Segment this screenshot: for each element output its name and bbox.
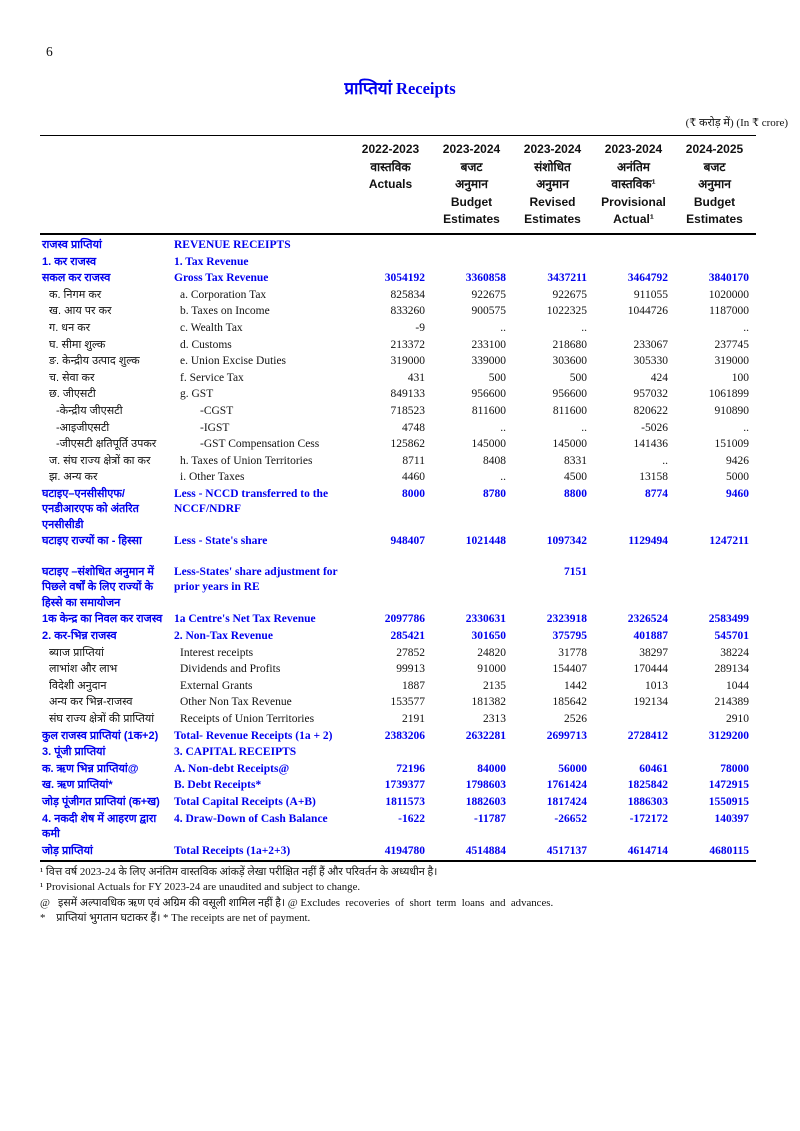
value-cell: 1472915	[708, 779, 749, 792]
value-cell: 922675	[471, 288, 506, 301]
value-cell	[350, 565, 431, 611]
table-row	[40, 337, 756, 354]
table-row	[40, 453, 756, 470]
value-cell: 957032	[633, 388, 668, 401]
english-label: Dividends and Profits	[180, 663, 281, 676]
value-cell: ..	[581, 421, 587, 434]
hindi-label: घटाइए–एनसीसीएफ/ एनडीआरएफ को अंतरित एनसीसीडी	[42, 488, 139, 531]
table-row	[40, 645, 756, 662]
hindi-label: झ. अन्य कर	[49, 471, 98, 484]
value-cell: 8774	[645, 488, 668, 500]
english-label: e. Union Excise Duties	[180, 355, 287, 368]
value-cell	[350, 255, 431, 270]
table-body	[40, 235, 756, 860]
english-label: Less-States' share adjustment for prior years in RE	[174, 566, 338, 594]
value-cell: -11787	[474, 812, 506, 825]
value-cell: 911055	[633, 288, 668, 301]
value-cell: 84000	[477, 762, 506, 775]
footnote: ¹ Provisional Actuals for FY 2023-24 are unaudited and subject to change.	[40, 881, 361, 894]
value-cell: -26652	[554, 812, 587, 825]
value-cell	[674, 238, 755, 253]
value-cell: 3360858	[465, 272, 506, 285]
value-cell: 1044	[726, 679, 749, 692]
value-cell: 9426	[726, 454, 749, 467]
english-label: 3. CAPITAL RECEIPTS	[174, 746, 297, 759]
value-cell: 56000	[558, 762, 587, 775]
english-label: Interest receipts	[180, 646, 254, 659]
english-label: External Grants	[180, 679, 253, 692]
value-cell: 145000	[471, 438, 506, 451]
value-cell: 31778	[558, 646, 587, 659]
table-row	[40, 403, 756, 420]
value-cell	[593, 745, 674, 760]
column-header-line: अनुमान	[536, 177, 569, 191]
table-row	[40, 745, 756, 762]
value-cell: 145000	[552, 438, 587, 451]
unit-note: (₹ करोड़ में) (In ₹ crore)	[685, 117, 788, 129]
value-cell	[350, 745, 431, 760]
value-cell: 833260	[390, 305, 425, 318]
english-label: -IGST	[200, 421, 230, 434]
value-cell: 8331	[564, 454, 587, 467]
english-label: REVENUE RECEIPTS	[174, 239, 291, 252]
value-cell: 1061899	[708, 388, 749, 401]
value-cell: 2097786	[384, 613, 425, 626]
english-label: Gross Tax Revenue	[174, 272, 269, 285]
column-header	[674, 141, 755, 229]
hindi-label: 4. नकदी शेष में आहरण द्वारा कमी	[42, 812, 157, 840]
value-cell: 153577	[390, 696, 425, 709]
value-cell: 820622	[633, 405, 668, 418]
value-cell: 24820	[477, 646, 506, 659]
hindi-label: ख. आय पर कर	[49, 305, 112, 318]
table-row	[40, 843, 756, 860]
value-cell: 2323918	[546, 613, 587, 626]
value-cell: 2191	[402, 712, 425, 725]
value-cell	[593, 255, 674, 270]
value-cell: 181382	[471, 696, 506, 709]
value-cell: 8780	[483, 488, 506, 500]
value-cell	[593, 321, 674, 336]
value-cell	[674, 255, 755, 270]
value-cell: 192134	[633, 696, 668, 709]
footnotes	[40, 860, 756, 927]
value-cell: 301650	[471, 630, 506, 642]
value-cell: 2326524	[627, 613, 668, 626]
column-header	[593, 141, 674, 229]
value-cell: 140397	[714, 812, 749, 825]
value-cell: 1187000	[709, 305, 749, 318]
english-label: 1a Centre's Net Tax Revenue	[174, 613, 316, 626]
value-cell: 2583499	[708, 613, 749, 626]
table-row	[40, 564, 756, 611]
english-label: Total Receipts (1a+2+3)	[174, 844, 291, 857]
value-cell	[512, 255, 593, 270]
value-cell: 4517137	[546, 844, 587, 857]
value-cell: 1882603	[465, 795, 506, 808]
table-row	[40, 354, 756, 371]
value-cell	[593, 712, 674, 727]
value-cell: ..	[743, 322, 749, 335]
english-label: Receipts of Union Territories	[180, 712, 315, 725]
english-label: B. Debt Receipts*	[174, 779, 262, 792]
value-cell: ..	[500, 421, 506, 434]
hindi-label: लाभांश और लाभ	[49, 663, 118, 676]
value-cell: 1020000	[708, 288, 749, 301]
table-row	[40, 794, 756, 811]
value-cell: 1442	[564, 679, 587, 692]
value-cell: 2632281	[465, 729, 506, 742]
hindi-label: जोड़ प्राप्तियां	[42, 844, 93, 857]
table-row	[40, 612, 756, 629]
value-cell: 218680	[552, 338, 587, 351]
table-row	[40, 728, 756, 745]
value-cell: 38297	[639, 646, 668, 659]
value-cell: 900575	[471, 305, 506, 318]
value-cell: 5000	[726, 471, 749, 484]
column-header-line: वास्तविक	[370, 159, 411, 174]
table-row	[40, 761, 756, 778]
value-cell: -1622	[398, 812, 425, 825]
value-cell: 8000	[402, 488, 425, 500]
page-title-english: Receipts	[396, 79, 456, 98]
footnote: ¹ वित्त वर्ष 2023-24 के लिए अनंतिम वास्तविक आंकड़ें लेखा परीक्षित नहीं हैं और परिवर्तन के अध्यधीन है।	[40, 865, 438, 878]
value-cell: 2526	[564, 712, 587, 725]
value-cell: 811600	[552, 405, 587, 418]
value-cell: 3840170	[708, 272, 749, 285]
value-cell: 233100	[471, 338, 506, 351]
column-header-line: Actual¹	[613, 212, 654, 226]
english-label: Less - State's share	[174, 535, 268, 548]
value-cell: 956600	[552, 388, 587, 401]
hindi-label: 2. कर-भिन्न राजस्व	[42, 630, 117, 642]
value-cell: 339000	[471, 355, 506, 368]
table-row	[40, 254, 756, 271]
value-cell: 100	[731, 371, 749, 384]
value-cell: -5026	[641, 421, 668, 434]
value-cell: 72196	[396, 762, 425, 775]
english-label: 1. Tax Revenue	[174, 255, 249, 268]
value-cell: 2910	[726, 712, 749, 725]
english-label: Total- Revenue Receipts (1a + 2)	[174, 729, 333, 742]
value-cell: 1044726	[627, 305, 668, 318]
english-label: a. Corporation Tax	[180, 288, 267, 301]
english-label: Less - NCCD transferred to the NCCF/NDRF	[174, 488, 329, 516]
hindi-label: ब्याज प्राप्तियां	[49, 646, 104, 659]
hindi-label: क. निगम कर	[49, 288, 102, 301]
hindi-label: -आइजीएसटी	[56, 421, 110, 434]
value-cell: 60461	[639, 762, 668, 775]
value-cell: 7151	[564, 566, 587, 578]
value-cell: 4614714	[627, 844, 668, 857]
column-header	[431, 141, 512, 229]
column-header-line: बजट	[703, 159, 726, 174]
value-cell: 545701	[714, 630, 749, 642]
footnote: * प्राप्तियां भुगतान घटाकर हैं। * The receipts are net of payment.	[40, 912, 311, 925]
table-row	[40, 271, 756, 288]
value-cell: 1021448	[465, 535, 506, 548]
value-cell: 2135	[483, 679, 506, 692]
value-cell: ..	[662, 454, 668, 467]
value-cell	[593, 238, 674, 253]
value-cell: 2728412	[627, 729, 668, 742]
value-cell: 375795	[552, 630, 587, 642]
hindi-label: सकल कर राजस्व	[42, 272, 111, 285]
column-header-line: Estimates	[686, 212, 743, 226]
value-cell: 1825842	[627, 779, 668, 792]
value-cell: 1811573	[385, 795, 425, 808]
table-row	[40, 304, 756, 321]
value-cell	[431, 255, 512, 270]
table-row	[40, 437, 756, 454]
table-row	[40, 711, 756, 728]
hindi-label: -जीएसटी क्षतिपूर्ति उपकर	[56, 438, 157, 451]
column-header-line: Provisional	[601, 194, 666, 209]
english-label: Total Capital Receipts (A+B)	[174, 795, 316, 808]
hindi-label: कुल राजस्व प्राप्तियां (1क+2)	[42, 729, 159, 742]
value-cell: 825834	[390, 288, 425, 301]
value-cell: 424	[650, 371, 668, 384]
value-cell: 38224	[720, 646, 749, 659]
value-cell: 4748	[402, 421, 425, 434]
value-cell: 233067	[633, 338, 668, 351]
value-cell: 956600	[471, 388, 506, 401]
hindi-label: अन्य कर भिन्न-राजस्व	[49, 696, 133, 709]
value-cell: 170444	[633, 663, 668, 676]
value-cell: 811600	[471, 405, 506, 418]
value-cell: 2699713	[546, 729, 587, 742]
value-cell: 2313	[483, 712, 506, 725]
value-cell: 1247211	[709, 535, 749, 548]
column-header-line: वास्तविक¹	[611, 177, 656, 191]
value-cell: 319000	[714, 355, 749, 368]
column-header-line: 2023-2024	[523, 142, 582, 156]
value-cell: 303600	[552, 355, 587, 368]
value-cell: 910890	[714, 405, 749, 418]
value-cell: 27852	[396, 646, 425, 659]
english-label: f. Service Tax	[180, 371, 244, 384]
value-cell: 213372	[390, 338, 425, 351]
value-cell: 1097342	[546, 535, 587, 548]
hindi-label: घटाइए राज्यों का - हिस्सा	[42, 535, 142, 548]
value-cell: ..	[500, 322, 506, 335]
english-label: 4. Draw-Down of Cash Balance	[174, 812, 328, 825]
english-label: -GST Compensation Cess	[200, 438, 320, 451]
value-cell	[512, 238, 593, 253]
table-header	[40, 136, 756, 235]
value-cell: 78000	[720, 762, 749, 775]
header-spacer	[40, 141, 350, 229]
hindi-label: क. ऋण भिन्न प्राप्तियां@	[42, 762, 139, 775]
column-header-line: अनुमान	[698, 177, 731, 191]
column-header-line: Budget	[693, 194, 736, 209]
hindi-label: घ. सीमा शुल्क	[49, 338, 106, 351]
english-label: i. Other Taxes	[180, 471, 245, 484]
hindi-label: ङ. केन्द्रीय उत्पाद शुल्क	[49, 355, 140, 368]
value-cell: 185642	[552, 696, 587, 709]
english-label: g. GST	[180, 388, 214, 401]
value-cell: 3437211	[547, 272, 587, 285]
page-title	[0, 0, 800, 99]
value-cell: 849133	[390, 388, 425, 401]
value-cell: 1739377	[384, 779, 425, 792]
table-row	[40, 811, 756, 843]
value-cell: 3464792	[627, 272, 668, 285]
value-cell: 99913	[396, 663, 425, 676]
value-cell: 948407	[390, 535, 425, 548]
value-cell: 285421	[390, 630, 425, 642]
hindi-label: 1. कर राजस्व	[42, 255, 97, 268]
hindi-label: विदेशी अनुदान	[49, 679, 107, 692]
table-row	[40, 534, 756, 551]
value-cell: ..	[581, 322, 587, 335]
page-title-hindi: प्राप्तियां	[344, 79, 393, 98]
english-label: d. Customs	[180, 338, 232, 351]
column-header-line: संशोधित	[534, 159, 571, 174]
column-header-line: अनंतिम	[617, 159, 650, 174]
value-cell	[431, 238, 512, 253]
value-cell: 1013	[645, 679, 668, 692]
column-header-line: Estimates	[524, 212, 581, 226]
value-cell: 718523	[390, 405, 425, 418]
value-cell: 13158	[639, 471, 668, 484]
value-cell: 1550915	[708, 795, 749, 808]
value-cell: 500	[569, 371, 587, 384]
value-cell: 8408	[483, 454, 506, 467]
value-cell: 1761424	[546, 779, 587, 792]
table-row	[40, 287, 756, 304]
value-cell: ..	[500, 471, 506, 484]
english-label: c. Wealth Tax	[180, 322, 243, 335]
receipts-table	[40, 135, 756, 860]
value-cell: 2383206	[384, 729, 425, 742]
page-number: 6	[46, 44, 53, 59]
value-cell: 922675	[552, 288, 587, 301]
value-cell: 4680115	[709, 844, 749, 857]
value-cell: 125862	[390, 438, 425, 451]
column-header-line: Estimates	[443, 212, 500, 226]
value-cell: 154407	[552, 663, 587, 676]
hindi-label: जोड़ पूंजीगत प्राप्तियां (क+ख)	[42, 795, 160, 808]
english-label: A. Non-debt Receipts@	[174, 762, 290, 775]
table-row	[40, 628, 756, 645]
table-row	[40, 695, 756, 712]
table-row	[40, 420, 756, 437]
english-label: Other Non Tax Revenue	[180, 696, 292, 709]
hindi-label: संघ राज्य क्षेत्रों की प्राप्तियां	[49, 712, 155, 725]
hindi-label: छ. जीएसटी	[49, 388, 96, 401]
footnote: @ इसमें अल्पावधिक ऋण एवं अग्रिम की वसूली शामिल नहीं है। @ Excludes recoveries of short term loans and advances.	[40, 896, 554, 909]
column-header-line: अनुमान	[455, 177, 488, 191]
value-cell: 151009	[714, 438, 749, 451]
value-cell: 4514884	[465, 844, 506, 857]
english-label: 2. Non-Tax Revenue	[174, 630, 273, 642]
value-cell: 1887	[402, 679, 425, 692]
value-cell	[431, 745, 512, 760]
value-cell	[350, 238, 431, 253]
column-header-line: Actuals	[368, 177, 413, 191]
value-cell	[512, 745, 593, 760]
value-cell: 1129494	[628, 535, 668, 548]
english-label: -CGST	[200, 405, 234, 418]
value-cell: 141436	[633, 438, 668, 451]
column-header-line: 2023-2024	[442, 142, 501, 156]
value-cell: 4500	[564, 471, 587, 484]
column-header-line: Budget	[450, 194, 493, 209]
column-header-line: 2023-2024	[604, 142, 663, 156]
value-cell: 9460	[726, 488, 749, 500]
table-row	[40, 370, 756, 387]
hindi-label: च. सेवा कर	[49, 371, 95, 384]
table-row	[40, 320, 756, 337]
table-row	[40, 387, 756, 404]
hindi-label: 1क केन्द्र का निवल कर राजस्व	[42, 613, 163, 626]
column-header-line: Revised	[529, 194, 576, 209]
value-cell: 319000	[390, 355, 425, 368]
value-cell: 91000	[477, 663, 506, 676]
value-cell: 3129200	[708, 729, 749, 742]
column-header	[350, 141, 431, 229]
value-cell: 4460	[402, 471, 425, 484]
value-cell: -172172	[629, 812, 668, 825]
table-row	[40, 470, 756, 487]
value-cell: 1886303	[627, 795, 668, 808]
hindi-label: ज. संघ राज्य क्षेत्रों का कर	[49, 454, 151, 467]
value-cell: 1798603	[465, 779, 506, 792]
table-row	[40, 662, 756, 679]
value-cell: 2330631	[465, 613, 506, 626]
table-row	[40, 238, 756, 255]
value-cell: 1022325	[546, 305, 587, 318]
hindi-label: राजस्व प्राप्तियां	[42, 239, 102, 252]
value-cell: 305330	[633, 355, 668, 368]
value-cell: 4194780	[384, 844, 425, 857]
value-cell: 1817424	[546, 795, 587, 808]
english-label: b. Taxes on Income	[180, 305, 270, 318]
column-header	[512, 141, 593, 229]
table-row	[40, 778, 756, 795]
column-header-line: बजट	[460, 159, 483, 174]
value-cell: 214389	[714, 696, 749, 709]
hindi-label: -केन्द्रीय जीएसटी	[56, 405, 123, 418]
value-cell: 237745	[714, 338, 749, 351]
value-cell	[674, 565, 755, 611]
value-cell	[674, 745, 755, 760]
value-cell: 3054192	[384, 272, 425, 285]
value-cell: 500	[488, 371, 506, 384]
hindi-label: ग. धन कर	[49, 322, 91, 335]
english-label: h. Taxes of Union Territories	[180, 454, 313, 467]
value-cell	[431, 565, 512, 611]
hindi-label: ख. ऋण प्राप्तियां*	[42, 779, 113, 792]
table-row	[40, 486, 756, 533]
value-cell: 401887	[633, 630, 668, 642]
value-cell: 289134	[714, 663, 749, 676]
value-cell: ..	[743, 421, 749, 434]
value-cell: 8711	[402, 454, 425, 467]
table-row	[40, 678, 756, 695]
column-header-line: 2024-2025	[685, 142, 744, 156]
value-cell: 8800	[564, 488, 587, 500]
value-cell: -9	[415, 322, 425, 335]
value-cell: 431	[407, 371, 425, 384]
hindi-label: घटाइए –संशोधित अनुमान में पिछले वर्षों के लिए राज्यों के हिस्से का समायोजन	[42, 566, 154, 609]
hindi-label: 3. पूंजी प्राप्तियां	[42, 746, 106, 759]
column-header-line: 2022-2023	[361, 142, 420, 156]
value-cell	[593, 565, 674, 611]
